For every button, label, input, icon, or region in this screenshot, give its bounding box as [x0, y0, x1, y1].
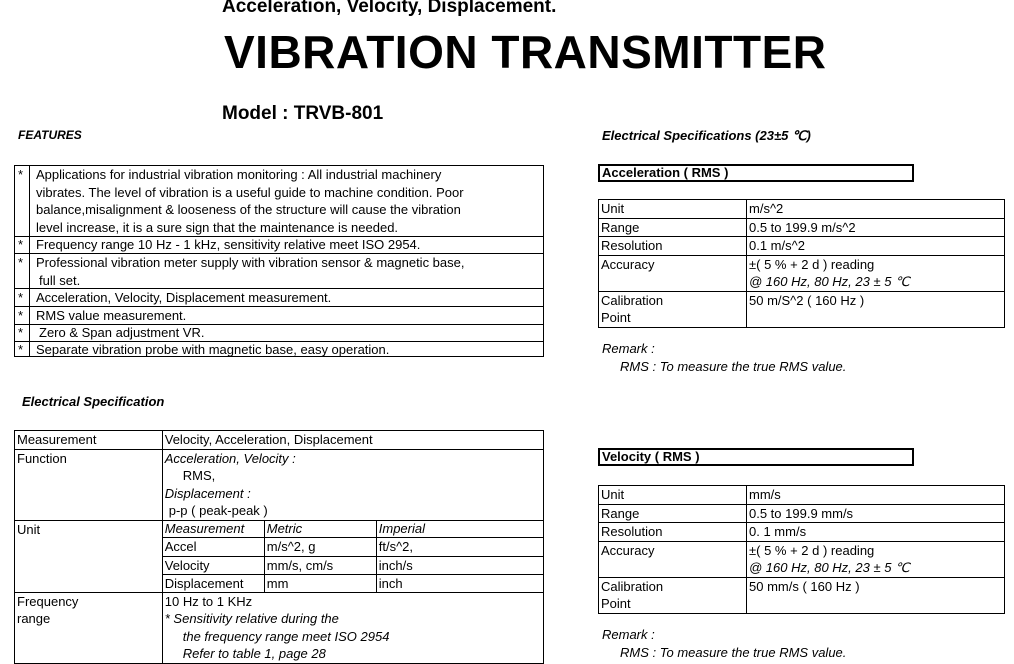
unit-cell: Displacement — [162, 575, 264, 593]
velocity-spec-table — [598, 485, 1005, 614]
feature-item — [15, 236, 543, 254]
bullet: * — [18, 290, 24, 305]
unit-header: Metric — [264, 520, 376, 538]
feature-item — [15, 166, 543, 237]
feature-line: Professional vibration meter supply with vibration sensor & magnetic base, — [36, 255, 465, 270]
table-label: Measurement — [15, 431, 163, 450]
document-subtitle: Acceleration, Velocity, Displacement. — [222, 0, 557, 17]
table-label — [599, 577, 747, 613]
feature-line: Applications for industrial vibration monitoring : All industrial machinery — [36, 167, 442, 182]
accuracy-value: ±( 5 % + 2 d ) reading — [749, 542, 875, 558]
table-row — [15, 431, 544, 450]
table-value: 0.1 m/s^2 — [747, 237, 1005, 256]
range-label: range — [17, 611, 51, 626]
features-heading: FEATURES — [18, 128, 82, 142]
table-value: m/s^2 — [747, 200, 1005, 219]
function-line: Acceleration, Velocity : — [164, 450, 296, 466]
electrical-specification-table — [14, 430, 544, 664]
table-row — [15, 449, 544, 520]
model-number: Model : TRVB-801 — [222, 103, 384, 124]
table-label: Unit — [599, 200, 747, 219]
table-row — [599, 255, 1005, 291]
bullet: * — [18, 167, 24, 182]
remark-text: RMS : To measure the true RMS value. — [620, 645, 847, 660]
table-label — [15, 592, 163, 663]
feature-line: balance,misalignment & looseness of the structure will cause the vibration — [36, 202, 461, 217]
feature-line: Separate vibration probe with magnetic base, easy operation. — [36, 342, 390, 357]
function-cell — [162, 449, 543, 520]
function-line: p-p ( peak-peak ) — [168, 503, 268, 518]
table-value: 0.5 to 199.9 m/s^2 — [747, 218, 1005, 237]
table-row — [599, 237, 1005, 256]
function-line: RMS, — [182, 468, 216, 483]
unit-header: Measurement — [162, 520, 264, 538]
velocity-section-label: Velocity ( RMS ) — [598, 448, 914, 466]
unit-cell: inch — [376, 575, 543, 593]
table-value: 0.5 to 199.9 mm/s — [747, 504, 1005, 523]
calibration-label: Calibration — [601, 292, 664, 308]
unit-header: Imperial — [376, 520, 543, 538]
frequency-value: 10 Hz to 1 KHz — [164, 593, 253, 609]
unit-cell: Accel — [162, 538, 264, 557]
frequency-cell — [162, 592, 543, 663]
feature-item — [15, 324, 543, 342]
table-label: Accuracy — [599, 255, 747, 291]
feature-item — [15, 289, 543, 307]
unit-header-row — [162, 520, 543, 538]
feature-line: Acceleration, Velocity, Displacement measurement. — [36, 290, 332, 305]
remark-title: Remark : — [602, 627, 655, 642]
table-label: Accuracy — [599, 541, 747, 577]
unit-row — [162, 538, 543, 557]
table-row — [599, 291, 1005, 327]
table-row — [599, 486, 1005, 505]
unit-subtable — [162, 520, 544, 593]
function-line: Displacement : — [164, 485, 251, 501]
document-title: VIBRATION TRANSMITTER — [224, 26, 827, 78]
table-row — [15, 592, 544, 663]
frequency-note: Refer to table 1, page 28 — [182, 646, 326, 661]
unit-cell: Velocity — [162, 556, 264, 575]
accuracy-note: @ 160 Hz, 80 Hz, 23 ± 5 ℃ — [749, 274, 910, 289]
feature-line: Zero & Span adjustment VR. — [39, 325, 205, 340]
accuracy-cell — [747, 541, 1005, 577]
bullet: * — [18, 255, 24, 270]
feature-item — [15, 307, 543, 325]
feature-line: full set. — [39, 272, 81, 288]
unit-cell: m/s^2, g — [264, 538, 376, 557]
point-label: Point — [601, 310, 631, 325]
frequency-note: the frequency range meet ISO 2954 — [182, 628, 390, 644]
table-label: Range — [599, 218, 747, 237]
unit-cell — [162, 520, 543, 592]
remark-text: RMS : To measure the true RMS value. — [620, 359, 847, 374]
feature-item — [15, 341, 543, 356]
bullet: * — [18, 308, 24, 323]
unit-cell: inch/s — [376, 556, 543, 575]
table-row — [599, 541, 1005, 577]
feature-line: vibrates. The level of vibration is a useful guide to machine condition. Poor — [36, 184, 464, 200]
feature-line: RMS value measurement. — [36, 308, 187, 323]
point-label: Point — [601, 596, 631, 611]
table-label: Range — [599, 504, 747, 523]
bullet: * — [18, 237, 24, 252]
table-label — [599, 291, 747, 327]
accuracy-cell — [747, 255, 1005, 291]
unit-cell: mm/s, cm/s — [264, 556, 376, 575]
features-list — [14, 165, 544, 357]
calibration-label: Calibration — [601, 578, 664, 594]
feature-line: Frequency range 10 Hz - 1 kHz, sensitivity relative meet ISO 2954. — [36, 237, 421, 252]
table-value: Velocity, Acceleration, Displacement — [162, 431, 543, 450]
accuracy-note: @ 160 Hz, 80 Hz, 23 ± 5 ℃ — [749, 560, 910, 575]
unit-row — [162, 556, 543, 575]
table-label: Resolution — [599, 237, 747, 256]
table-row — [599, 523, 1005, 542]
table-value: mm/s — [747, 486, 1005, 505]
acceleration-spec-table — [598, 199, 1005, 328]
frequency-label: Frequency — [17, 593, 79, 609]
velocity-remark — [602, 626, 846, 662]
table-row — [599, 218, 1005, 237]
electrical-specifications-heading: Electrical Specifications (23±5 ℃) — [602, 128, 811, 143]
unit-cell: ft/s^2, — [376, 538, 543, 557]
bullet: * — [18, 342, 24, 357]
table-row — [599, 577, 1005, 613]
table-value: 0. 1 mm/s — [747, 523, 1005, 542]
table-row — [15, 520, 544, 592]
feature-line: level increase, it is a sure sign that the maintenance is needed. — [36, 219, 399, 235]
unit-cell: mm — [264, 575, 376, 593]
frequency-note: * Sensitivity relative during the — [164, 611, 339, 626]
acceleration-section-label: Acceleration ( RMS ) — [598, 164, 914, 182]
remark-title: Remark : — [602, 341, 655, 356]
table-label: Unit — [15, 520, 163, 592]
table-label: Function — [15, 449, 163, 520]
feature-item — [15, 254, 543, 289]
table-row — [599, 504, 1005, 523]
table-label: Resolution — [599, 523, 747, 542]
accuracy-value: ±( 5 % + 2 d ) reading — [749, 256, 875, 272]
table-label: Unit — [599, 486, 747, 505]
table-value: 50 m/S^2 ( 160 Hz ) — [747, 291, 1005, 327]
table-value: 50 mm/s ( 160 Hz ) — [747, 577, 1005, 613]
table-row — [599, 200, 1005, 219]
electrical-specification-heading: Electrical Specification — [22, 394, 165, 409]
acceleration-remark — [602, 340, 846, 376]
unit-row — [162, 575, 543, 593]
bullet: * — [18, 325, 24, 340]
